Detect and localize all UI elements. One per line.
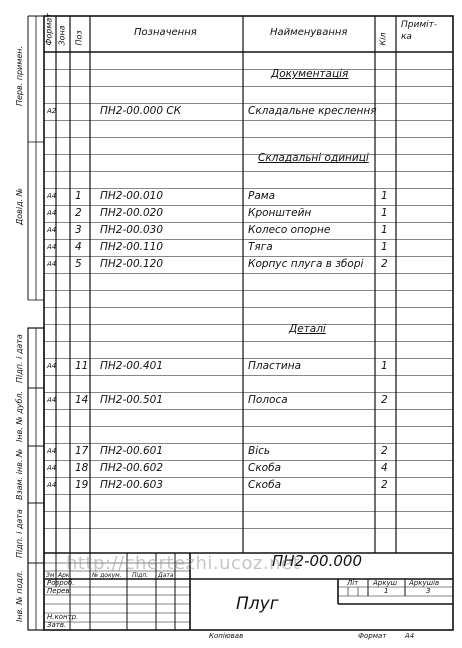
cell-qty: 1 [381, 241, 388, 253]
cell-pos: 3 [75, 224, 82, 236]
col-sign: Підп. [132, 572, 149, 579]
doc-number: ПН2-00.000 [272, 552, 362, 570]
col-date: Дата [158, 572, 174, 579]
cell-pos: 17 [75, 445, 89, 457]
cell-pos: 4 [75, 241, 82, 253]
section-assembly-units: Складальні одиниці [258, 152, 369, 164]
cell-name: Складальне креслення [248, 105, 377, 117]
cell-format: А4 [47, 243, 57, 251]
label-arkushiv: Аркушів [409, 579, 440, 587]
cell-designation: ПН2-00.603 [100, 479, 163, 491]
label-arkush: Аркуш [373, 579, 398, 587]
cell-qty: 2 [381, 479, 388, 491]
cell-name: Пластина [248, 360, 302, 372]
cell-format: А4 [47, 209, 57, 217]
cell-qty: 1 [381, 224, 388, 236]
cell-format: А4 [47, 192, 57, 200]
header-note-2: ка [401, 32, 412, 42]
cell-designation: ПН2-00.120 [100, 258, 163, 270]
cell-qty: 1 [381, 207, 388, 219]
cell-name: Полоса [248, 394, 288, 406]
cell-name: Корпус плуга в зборі [248, 258, 364, 270]
cell-pos: 2 [75, 207, 82, 219]
side-vzam-inv: Взам. інв. № [15, 448, 24, 500]
cell-qty: 4 [381, 462, 388, 474]
side-pidp-data-1: Підп. і дата [15, 334, 24, 383]
cell-name: Колесо опорне [248, 224, 331, 236]
cell-pos: 1 [75, 190, 82, 202]
cell-pos: 18 [75, 462, 89, 474]
header-designation: Позначення [134, 27, 197, 38]
header-name: Найменування [270, 27, 348, 38]
section-parts: Деталі [289, 323, 326, 335]
header-qty: Кіл [378, 32, 388, 46]
side-inv-podl: Інв. № подл. [15, 570, 24, 622]
format-value: А4 [405, 632, 415, 640]
cell-pos: 14 [75, 394, 89, 406]
cell-pos: 11 [75, 360, 89, 372]
watermark-text: http://chertezhi.ucoz.net [66, 553, 301, 574]
label-lit: Літ [347, 579, 359, 587]
cell-designation: ПН2-00.030 [100, 224, 163, 236]
cell-name: Скоба [248, 462, 282, 474]
label-perev: Перев. [47, 587, 72, 595]
sheet-num: 1 [384, 587, 389, 595]
cell-name: Скоба [248, 479, 282, 491]
col-list: Арк. [58, 572, 72, 579]
cell-qty: 2 [381, 394, 388, 406]
cell-qty: 2 [381, 258, 388, 270]
cell-name: Рама [248, 190, 276, 202]
doc-title: Плуг [236, 594, 279, 614]
header-note-1: Приміт- [401, 20, 438, 30]
cell-format: А2 [47, 107, 57, 115]
header-pos: Поз [74, 30, 84, 46]
cell-designation: ПН2-00.602 [100, 462, 163, 474]
cell-designation: ПН2-00.010 [100, 190, 163, 202]
col-doc: № докум. [92, 572, 122, 579]
cell-designation: ПН2-00.110 [100, 241, 163, 253]
cell-designation: ПН2-00.000 СК [100, 105, 182, 117]
col-izm: Зм [46, 572, 55, 579]
cell-qty: 2 [381, 445, 388, 457]
cell-designation: ПН2-00.601 [100, 445, 163, 457]
side-pidp-data-2: Підп. і дата [15, 509, 24, 558]
cell-pos: 19 [75, 479, 89, 491]
cell-name: Тяга [248, 241, 273, 253]
cell-name: Кронштейн [248, 207, 312, 219]
cell-designation: ПН2-00.020 [100, 207, 163, 219]
side-dovid: Довід. № [15, 187, 24, 225]
label-razrob: Розроб. [47, 579, 75, 587]
cell-designation: ПН2-00.501 [100, 394, 163, 406]
label-format: Формат [358, 632, 387, 640]
label-nkontr: Н.контр. [47, 613, 79, 621]
cell-format: А4 [47, 464, 57, 472]
cell-format: А4 [47, 260, 57, 268]
cell-format: А4 [47, 396, 57, 404]
sheets-total: 3 [426, 587, 431, 595]
cell-name: Вісь [248, 445, 271, 457]
cell-designation: ПН2-00.401 [100, 360, 163, 372]
cell-qty: 1 [381, 360, 388, 372]
cell-format: А4 [47, 362, 57, 370]
cell-format: А4 [47, 481, 57, 489]
label-zatv: Затв. [47, 621, 67, 629]
cell-pos: 5 [75, 258, 82, 270]
side-perv-primen: Перв. примен. [15, 45, 24, 106]
side-inv-dubl: Інв. № дубл. [15, 390, 24, 442]
section-documentation: Документація [271, 68, 349, 80]
header-format: Формат [44, 13, 54, 46]
header-zone: Зона [57, 25, 67, 46]
cell-qty: 1 [381, 190, 388, 202]
cell-format: А4 [47, 447, 57, 455]
label-copied: Копіював [209, 632, 244, 640]
cell-format: А4 [47, 226, 57, 234]
